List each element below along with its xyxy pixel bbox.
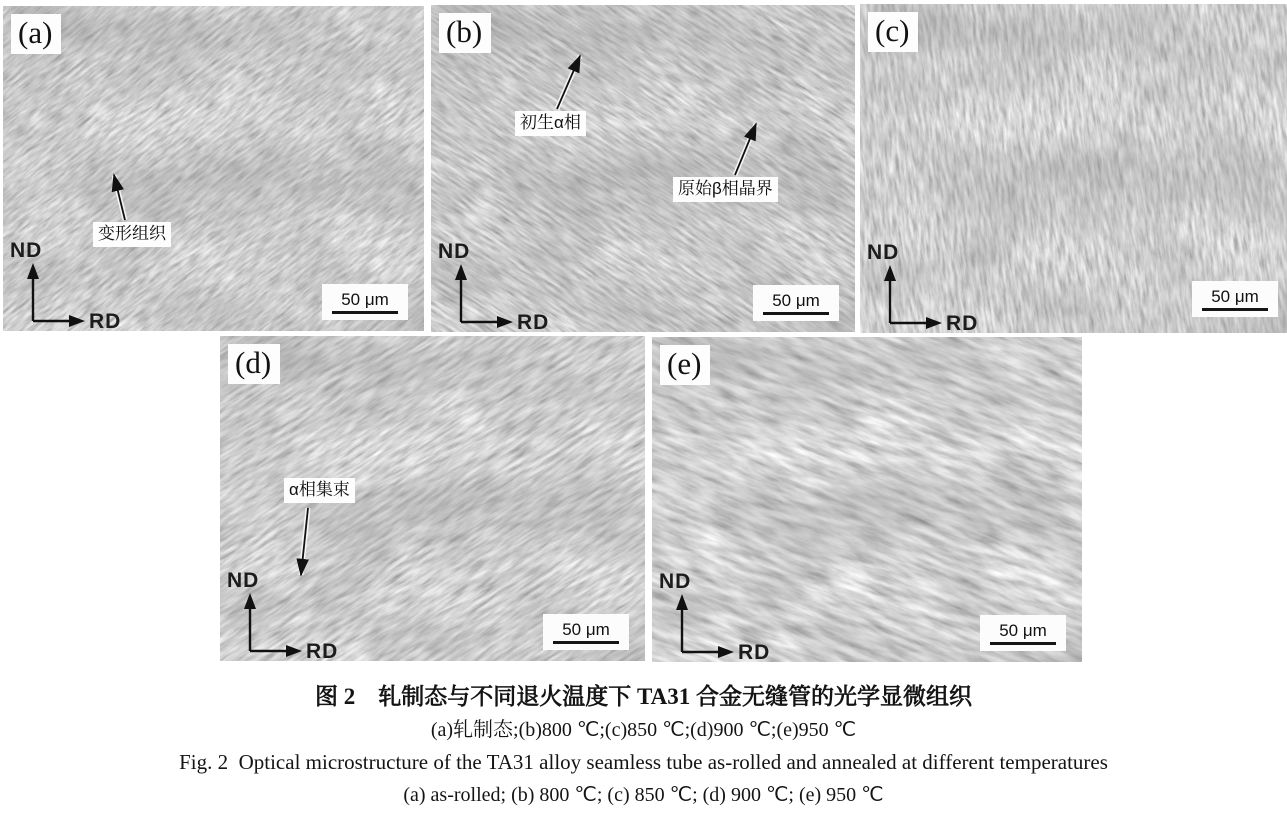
panel-label: (b)	[439, 13, 491, 53]
nd-rd-axes	[435, 234, 555, 330]
scale-bar-line	[332, 311, 398, 314]
panel-label: (c)	[868, 12, 918, 52]
scale-bar	[980, 615, 1066, 651]
rd-axis-label: RD	[738, 641, 771, 660]
caption-subtitle-zh: (a)轧制态;(b)800 ℃;(c)850 ℃;(d)900 ℃;(e)950 ℃	[430, 719, 857, 741]
caption-title-en: Fig. 2 Optical microstructure of the TA31 alloy seamless tube as-rolled and annealed at different temperatures	[179, 750, 1108, 774]
annotation-deformed-structure: 变形组织	[93, 222, 171, 247]
micrograph-panel-c	[860, 4, 1287, 333]
scale-bar-line	[763, 312, 829, 315]
panel-label: (e)	[660, 345, 710, 385]
micrograph-panel-b	[431, 5, 855, 332]
rd-axis-label: RD	[306, 640, 339, 659]
micrograph-panel-d	[220, 336, 645, 661]
scale-bar-line	[1202, 308, 1268, 311]
caption-title-zh: 图 2 轧制态与不同退火温度下 TA31 合金无缝管的光学显微组织	[315, 684, 972, 709]
annotation-prior-beta-grain-boundary: 原始β相晶界	[673, 177, 778, 202]
nd-rd-axes	[224, 563, 344, 659]
panel-label: (a)	[11, 14, 61, 54]
scale-bar	[753, 285, 839, 321]
rd-axis-label: RD	[89, 310, 122, 329]
panel-label: (d)	[228, 344, 280, 384]
nd-axis-label: ND	[659, 570, 692, 593]
nd-axis-label: ND	[438, 240, 471, 263]
scale-bar-line	[553, 641, 619, 644]
nd-axis-label: ND	[227, 569, 260, 592]
nd-rd-axes	[656, 564, 776, 660]
micrograph-panel-e	[652, 337, 1082, 662]
scale-bar	[1192, 281, 1278, 317]
scale-bar	[543, 614, 629, 650]
nd-rd-axes	[864, 235, 984, 331]
scale-bar-value: 50 μm	[772, 290, 820, 310]
nd-axis-label: ND	[10, 239, 43, 262]
micrograph-panel-a	[3, 6, 424, 331]
rd-axis-label: RD	[946, 312, 979, 331]
rd-axis-label: RD	[517, 311, 550, 330]
figure-caption	[0, 683, 1287, 807]
scale-bar-value: 50 μm	[1211, 286, 1259, 306]
scale-bar-value: 50 μm	[341, 289, 389, 309]
scale-bar-value: 50 μm	[999, 620, 1047, 640]
nd-rd-axes	[7, 233, 127, 329]
scale-bar-value: 50 μm	[562, 619, 610, 639]
caption-subtitle-en: (a) as-rolled; (b) 800 ℃; (c) 850 ℃; (d) 900 ℃; (e) 950 ℃	[403, 784, 884, 806]
scale-bar	[322, 284, 408, 320]
annotation-primary-alpha-phase: 初生α相	[515, 111, 586, 136]
scale-bar-line	[990, 642, 1056, 645]
annotation-alpha-phase-colony: α相集束	[284, 478, 355, 503]
nd-axis-label: ND	[867, 241, 900, 264]
